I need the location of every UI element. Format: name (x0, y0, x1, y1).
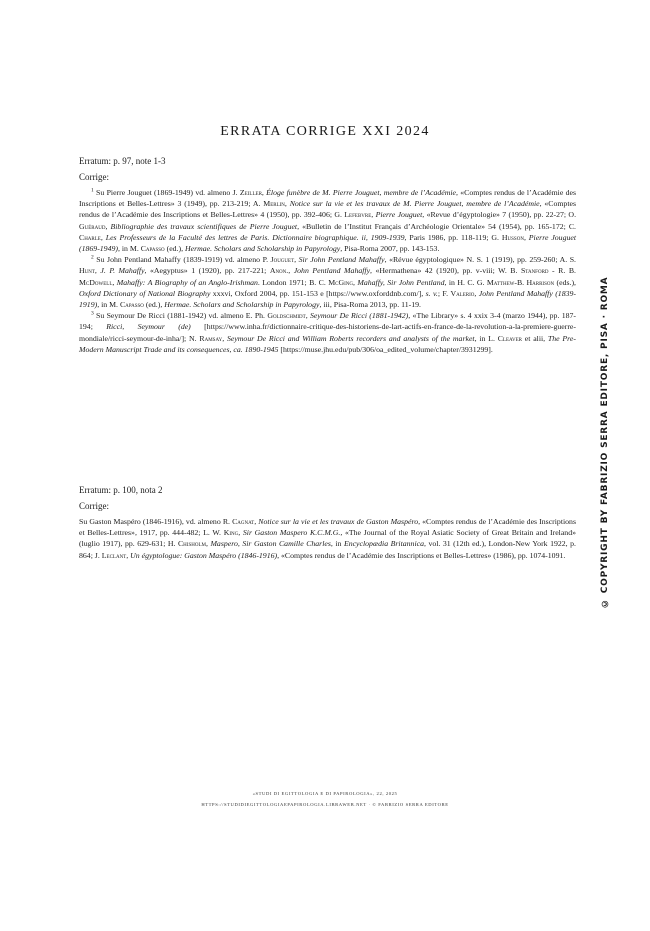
text-run: , (105, 221, 111, 231)
text-run: , (288, 266, 294, 276)
text-run: xxxvi, Oxford 2004, pp. 151-153 e [https://www.oxforddnb.com/], (210, 288, 426, 298)
text-run: , Paris 1986, pp. 118-119; G. (404, 232, 502, 242)
text-run: , (284, 199, 290, 209)
text-run: , «Bulletin de l’Institut Français d’Archéologie Orientale» 54 (1954), pp. 165-172; C. (297, 221, 577, 231)
work-title: Notice sur la vie et les travaux de Gaston Maspéro (258, 517, 419, 526)
author-name: Goldschmidt (267, 311, 306, 321)
text-run: , (261, 188, 267, 197)
footnote-2 (79, 254, 576, 310)
page-title: ERRATA CORRIGE XXI 2024 (220, 124, 430, 139)
erratum-label: Erratum: p. 97, note 1-3 (79, 156, 166, 166)
text-run: et alii, (521, 333, 548, 343)
author-name: Cagnat (232, 517, 255, 526)
footnote-number: 2 (91, 254, 94, 261)
work-title: Seymour De Ricci (1881-1942) (310, 311, 409, 321)
text-run: , (100, 232, 106, 242)
author-name: King (223, 528, 239, 538)
copyright-vertical-text: © COPYRIGHT BY FABRIZIO SERRA EDITORE, PISA · ROMA (600, 276, 610, 609)
text-run: , «Révue égyptologique» N. S. 1 (1919), pp. 259-260; A. S. (384, 255, 576, 265)
text-run: . London 1971; B. C. (257, 277, 329, 287)
work-title: Hermae. Scholars and Scholarship in Papyrology (185, 244, 341, 254)
work-title: Mahaffy: A Biography of an Anglo-Irishman (116, 277, 258, 287)
work-title: Oxford Dictionary of National Biography (79, 288, 211, 298)
work-title: Bibliographie des travaux scientifiques de Pierre Jouguet (110, 221, 298, 231)
author-name: Husson (501, 232, 524, 242)
footnote-3 (79, 310, 576, 355)
journal-footer: «STUDI DI EGITTOLOGIA E DI PAPIROLOGIA», 22, 2025 (252, 791, 398, 796)
text-run: -B. (514, 277, 527, 287)
text-run: , (238, 528, 243, 538)
author-name: Leclant (101, 550, 127, 560)
author-name: Jouguet (270, 255, 295, 265)
text-run: [https://www.inha.fr/dictionnaire-critique-des-historiens-de-lart-actifs-en-france-de-la-revolution-a-la-premiere-guerre-mondiale/ricci-seymour-de-inha/]; N. (79, 322, 576, 343)
text-run: , in L. (474, 333, 498, 343)
footnote-number: 1 (91, 187, 94, 194)
text-run: (eds.), (554, 277, 577, 287)
work-title: Seymour De Ricci and William Roberts recorders and analysts of the market (226, 333, 475, 343)
work-title: Pierre Jouguet (1869-1949) (79, 232, 577, 254)
text-run: , «Comptes rendus de l’Académie des Inscriptions et Belles-Lettres», 1917, pp. 444-482; L. W. (79, 517, 576, 538)
text-run: , in (330, 539, 344, 549)
author-name: Harrison (526, 277, 555, 287)
work-title: John Pentland Mahaffy (1839-1919) (79, 288, 576, 310)
text-run: , «Comptes rendus de l’Académie des Inscriptions et Belles-Lettres» 4 (1950), pp. 392-406; G. (79, 199, 576, 220)
text-run: , «The Library» s. 4 xxix 3-4 (marzo 1944), pp. 187-194; (79, 311, 576, 332)
author-name: Matthew (486, 277, 515, 287)
text-run: , «The Journal of the Royal Asiatic Society of Great Britain and Ireland» (luglio 1917), pp. 629-631; H. (79, 528, 576, 549)
text-run: Su Seymour De Ricci (1881-1942) vd. almeno E. Ph. (93, 311, 268, 321)
footnote-1 (79, 187, 576, 254)
work-title: Sir John Pentland Mahaffy (298, 255, 385, 265)
work-title: Encyclopædia Britannica (343, 539, 424, 549)
text-run: , (353, 277, 358, 287)
text-run: [https://muse.jhu.edu/pub/306/oa_edited_volume/chapter/3931299]. (278, 344, 493, 354)
text-run: (ed.), (164, 244, 186, 254)
work-title: Notice sur la vie et les travaux de M. Pierre Jouguet, membre de l’Académie (289, 199, 540, 209)
text-run: , (474, 288, 479, 298)
work-title: J. P. Mahaffy (100, 266, 145, 276)
author-name: Valerio (450, 288, 475, 298)
corrige-label: Corrige: (79, 172, 109, 182)
correction-text (79, 516, 576, 561)
work-title: Ricci, Seymour (de) (106, 322, 191, 332)
text-run: Su John Pentland Mahaffy (1839-1919) vd. almeno P. (93, 255, 271, 265)
text-run: , «Comptes rendus de l’Académie des Inscriptions et Belles-Lettres» (1986), pp. 1074-1091. (277, 550, 566, 560)
text-run: , «Revue d’égyptologie» 7 (1950), pp. 22-27; O. (422, 210, 577, 220)
work-title: Pierre Jouguet (375, 210, 423, 220)
work-title: Éloge funèbre de M. Pierre Jouguet, membre de l’Académie (266, 188, 457, 197)
author-name: Charle (79, 232, 101, 242)
erratum-section-1 (79, 155, 576, 355)
author-name: Ramsay (199, 333, 223, 343)
work-title: Les Professeurs de la Faculté des lettres de Paris. Dictionnaire biographique. ii, 1909-1939 (105, 232, 405, 242)
work-title: s. v. (425, 288, 438, 298)
author-name: McGing (328, 277, 353, 287)
erratum-label: Erratum: p. 100, nota 2 (79, 485, 163, 495)
text-run: , in H. C. G. (444, 277, 487, 287)
work-title: The Pre-Modern Manuscript Trade and its consequences, ca. 1890-1945 (79, 333, 576, 354)
text-run: , (305, 311, 310, 321)
text-run: , (254, 517, 259, 526)
text-run: , in M. (97, 300, 120, 310)
author-name: Anon. (269, 266, 289, 276)
erratum-section-2 (79, 484, 576, 561)
author-name: Cleaver (497, 333, 522, 343)
text-run: Su Gaston Maspéro (1846-1916), vd. almeno R. (79, 517, 233, 526)
text-run: , (294, 255, 299, 265)
author-name: Capasso (119, 300, 144, 310)
corrige-label: Corrige: (79, 501, 109, 511)
author-name: Hunt (79, 266, 95, 276)
text-run: - R. B. (548, 266, 576, 276)
text-run: , (112, 277, 117, 287)
publisher-footer-link[interactable]: HTTPS://STUDIDIEGITTOLOGIAEPAPIROLOGIA.LIBRAWEB.NET · © FABRIZIO SERRA EDITORE (201, 802, 449, 807)
text-run: , Pisa-Roma 2007, pp. 143-153. (340, 244, 440, 254)
footnote-number: 3 (91, 310, 94, 317)
text-run: , vol. 31 (12th ed.), London-New York 1922, p. 864; J. (79, 539, 576, 560)
text-run: , «Hermathena» 42 (1920), pp. v-viii; W. B. (370, 266, 521, 276)
author-name: Capasso (140, 244, 165, 254)
text-run: , (126, 550, 131, 560)
text-run: , (371, 210, 376, 220)
author-name: Guéraud (79, 221, 106, 231)
text-run: , iii, Pisa-Roma 2013, pp. 11-19. (319, 300, 421, 310)
work-title: John Pentland Mahaffy (293, 266, 371, 276)
text-run: (ed.), (143, 300, 165, 310)
text-run: , (222, 333, 227, 343)
text-run: Su Pierre Jouguet (1869-1949) vd. almeno J. (93, 188, 240, 197)
text-run: , «Aegyptus» 1 (1920), pp. 217-221; (144, 266, 270, 276)
work-title: Mahaffy, Sir John Pentland (357, 277, 445, 287)
text-run: , (523, 232, 529, 242)
author-name: Lefebvre (344, 210, 372, 220)
work-title: Un égyptologue: Gaston Maspéro (1846-1916) (130, 550, 278, 560)
work-title: Hermae. Scholars and Scholarship in Papyrology (164, 300, 320, 310)
author-name: McDowell (79, 277, 113, 287)
text-run: , (94, 266, 101, 276)
work-title: Sir Gaston Maspero K.C.M.G. (242, 528, 341, 538)
author-name: Stanford (520, 266, 549, 276)
text-run: ; F. (437, 288, 451, 298)
work-title: Maspero, Sir Gaston Camille Charles (210, 539, 331, 549)
text-run: , in M. (117, 244, 141, 254)
text-run: , (205, 539, 211, 549)
author-name: Zeiller (239, 188, 262, 197)
text-run: , «Comptes rendus de l’Académie des Inscriptions et Belles-Lettres» 3 (1949), pp. 213-219; A. (79, 188, 576, 209)
author-name: Merlin (263, 199, 285, 209)
author-name: Chisholm (177, 539, 206, 549)
